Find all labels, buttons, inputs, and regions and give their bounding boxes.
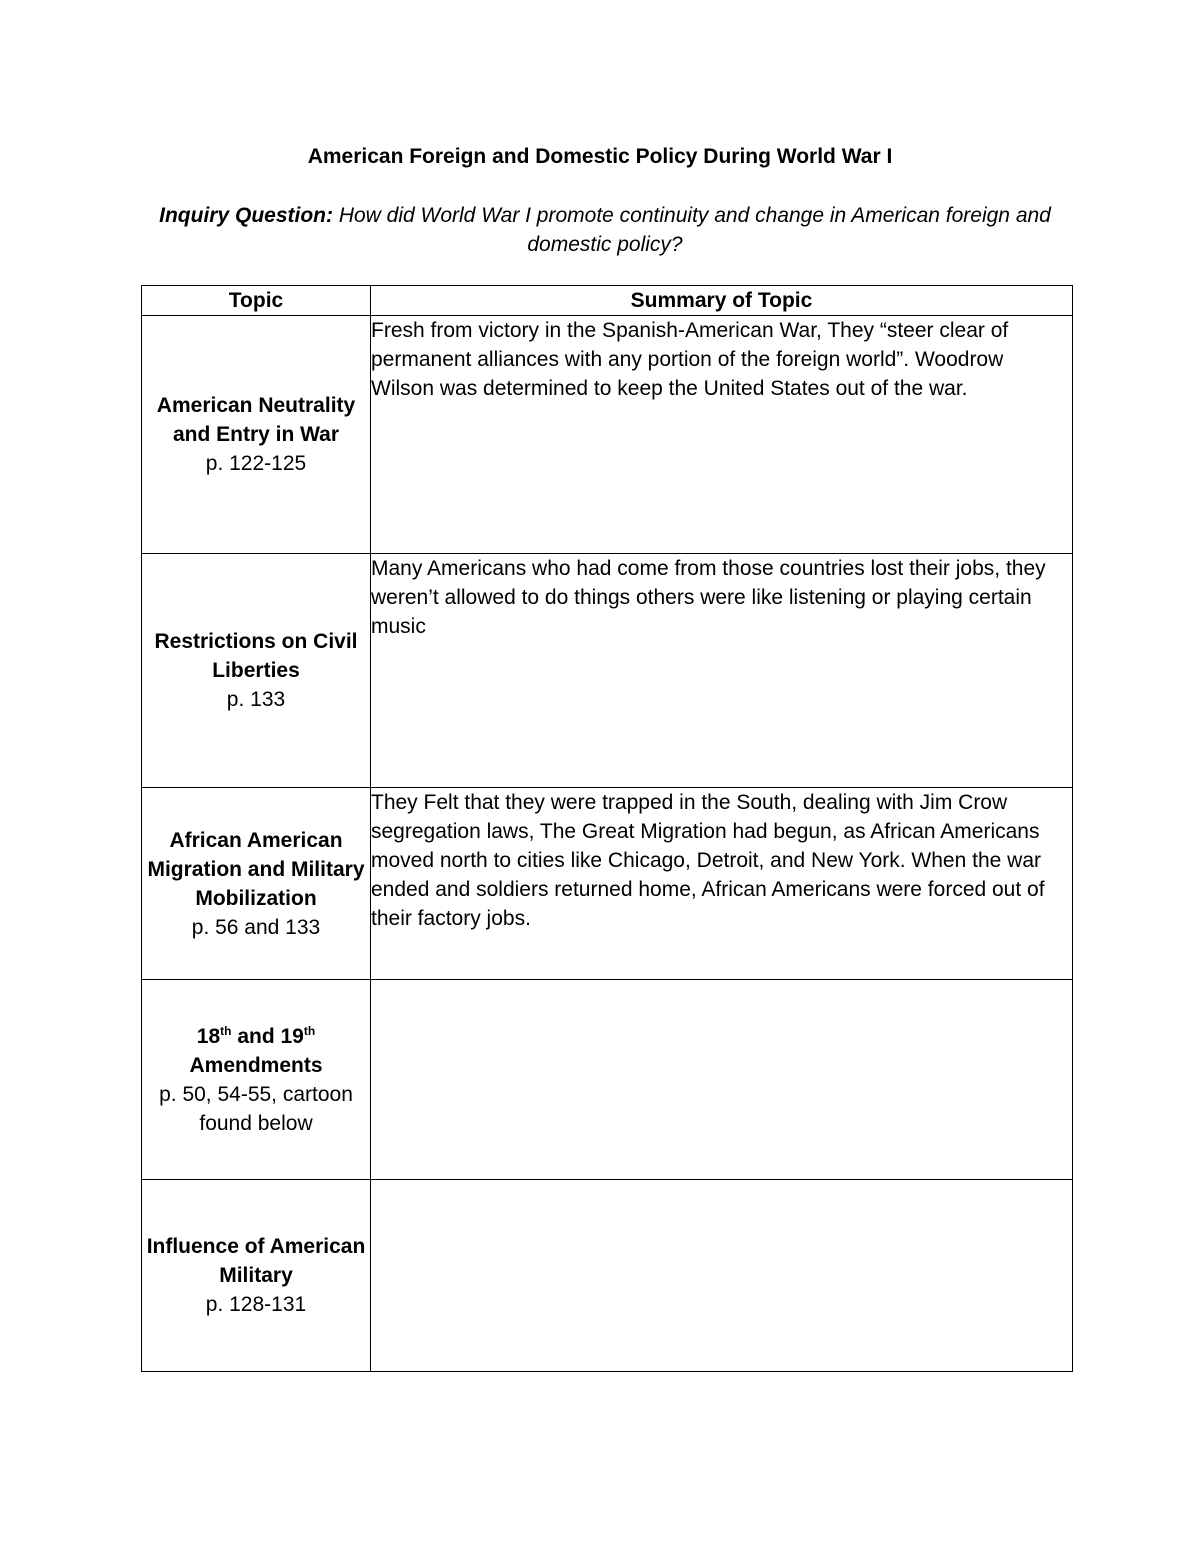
topic-name-part: Amendments <box>189 1053 323 1077</box>
topic-name <box>142 1022 370 1080</box>
summary-text: Fresh from victory in the Spanish-American War, They “steer clear of permanent alliances with any portion of the foreign world”. Woodrow Wilson was determined to keep the United States out of the war. <box>371 319 1009 400</box>
topic-name: Influence of American Military <box>146 1235 366 1287</box>
summary-cell[interactable] <box>371 316 1073 554</box>
ordinal-suffix: th <box>303 1023 316 1038</box>
summary-cell[interactable] <box>371 1180 1073 1372</box>
topic-cell <box>142 1180 371 1372</box>
header-summary: Summary of Topic <box>371 286 1073 316</box>
topic-name: Restrictions on Civil Liberties <box>154 630 358 682</box>
topic-pages: p. 50, 54-55, cartoon found below <box>159 1082 353 1135</box>
document-title: American Foreign and Domestic Policy During World War I <box>307 145 893 168</box>
inquiry-label: Inquiry Question: <box>159 204 333 227</box>
topic-pages: p. 56 and 133 <box>191 915 321 939</box>
summary-cell[interactable] <box>371 788 1073 980</box>
topic-cell <box>142 316 371 554</box>
table-row <box>142 316 1073 554</box>
table-row <box>142 980 1073 1180</box>
topic-name-part: and 19 <box>231 1024 304 1048</box>
topic-name: American Neutrality and Entry in War <box>156 394 356 446</box>
summary-cell[interactable] <box>371 554 1073 788</box>
table-row <box>142 788 1073 980</box>
header-topic: Topic <box>142 286 371 316</box>
topic-cell <box>142 788 371 980</box>
topic-cell <box>142 554 371 788</box>
topic-summary-table <box>141 285 1073 1372</box>
inquiry-question <box>140 201 1070 259</box>
table-row <box>142 554 1073 788</box>
inquiry-text: How did World War I promote continuity and change in American foreign and domestic policy? <box>332 204 1051 256</box>
summary-text: They Felt that they were trapped in the South, dealing with Jim Crow segregation laws, The Great Migration had begun, as African Americans moved north to cities like Chicago, Detroit, and New York. When the war ended and soldiers returned home, African Americans were forced out of their factory jobs. <box>371 791 1045 930</box>
topic-name-part: 18 <box>196 1024 221 1048</box>
summary-cell[interactable] <box>371 980 1073 1180</box>
ordinal-suffix: th <box>220 1023 232 1038</box>
topic-pages: p. 128-131 <box>205 1293 307 1316</box>
summary-text: Many Americans who had come from those countries lost their jobs, they weren’t allowed to do things others were like listening or playing certain music <box>371 557 1046 638</box>
table-header-row <box>142 286 1073 316</box>
table-row <box>142 1180 1073 1372</box>
topic-pages: p. 122-125 <box>205 452 307 475</box>
topic-name: African American Migration and Military Mobilization <box>147 828 365 910</box>
topic-cell <box>142 980 371 1180</box>
topic-pages: p. 133 <box>226 688 286 711</box>
